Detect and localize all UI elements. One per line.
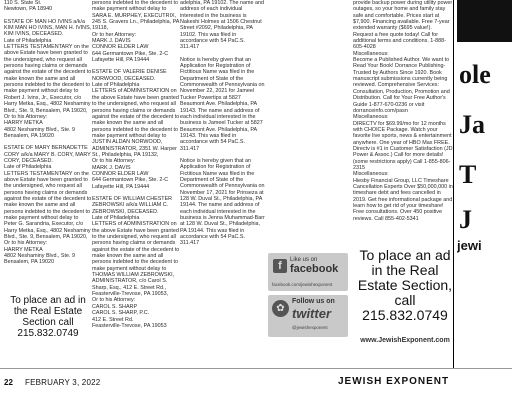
column-divider <box>453 0 454 368</box>
facebook-url[interactable]: facebook.com/jewishexponent <box>272 282 333 287</box>
twitter-follow-label: Follow us on <box>292 298 335 305</box>
adjacent-page-letters-4: J <box>459 205 472 234</box>
notice-c2-0: persons indebted to the decedent to make payment without delay to SARA E. MURPHEY, EXECUTRIX, 245 S. Gravers Ln., Philadelphia, PA 19118, Or to her Attorney: MARK J. DAVIS CONNOR ELDER LAW 644 Germantown Pike, Ste. 2-C Lafayette Hill, PA 19444 <box>92 0 180 64</box>
facebook-brand: facebook <box>290 263 339 275</box>
notice-c1-1: ESTATE OF MAN HO IVINS a/k/a KIM MAN HO IVINS, MAN H. IVINS, KIM IVINS, DECEASED. Late of Philadelphia LETTERS TESTAMENTARY on the above Estate have been granted to the undersigned, who request all persons having claims or demands against the estate of the decedent to make known the same and all persons indebted to the decedent to make payment without delay to Robert J. Ivins, Jr., Executor, c/o Harry Metka, Esq., 4802 Neshaminy Blvd., Ste. 9, Bensalem, PA 19020, Or to his Attorney: HARRY METKA 4802 Neshaminy Blvd., Ste. 9 Bensalem, PA 19020 <box>4 18 92 139</box>
notice-c3-0: adelphia, PA 19102. The name and address of each individual interested in the business is Nakeshi Holmes at 1506 Chestnut Street #2092, Philadelphia, PA 19102. This was filed in accordance with 54 PaC.S. 311.417 <box>180 0 265 51</box>
publication-name: JEWISH EXPONENT <box>338 376 450 387</box>
facebook-like-label: Like us on <box>290 257 318 263</box>
page-number: 22 <box>4 378 13 387</box>
notice-c3-1: Notice is hereby given that an Application for Registration of Fictitious Name was filed in the Department of State of the Commonwealth of Pennsylvania on November 22, 2021 for Jameel Tucker Powertips at 5827 Beaumont Ave. Philadelphia, PA 19143. The name and address of each individual interested in the business is Jameel Tucker at 5827 Beaumont Ave. Philadelphia, PA 19143. This was filed in accordance with 54 PaC.S. 311.417 <box>180 56 265 152</box>
legal-notices-column-2 <box>92 0 180 340</box>
twitter-promo[interactable] <box>268 295 348 337</box>
website-url[interactable]: www.JewishExponent.com <box>360 337 450 344</box>
twitter-brand: twitter <box>292 306 331 321</box>
facebook-icon: f <box>273 259 287 273</box>
classifieds-column-4 <box>353 0 453 250</box>
real-estate-ad-right <box>355 248 455 348</box>
adjacent-page-dark-banner <box>457 0 512 42</box>
legal-notices-column-1 <box>4 0 92 285</box>
notice-c3-2: Notice is hereby given that an Application for Registration of Fictitious Name was filed in the Department of State of the Commonwealth of Pennsylvania on November 17, 2021 for Prinseza at 128 W. Duval St., Philadelphia, PA 19144. The name and address of each individual interested in the business is Jenna Muhammad-Barr at 128 W. Duval St., Philadelphia, PA 19144. This was filed in accordance with 54 PaC.S. 311.417 <box>180 157 265 247</box>
adjacent-page-strip <box>457 0 512 368</box>
adjacent-page-letters-3: T <box>459 160 477 189</box>
notice-c1-0: 110 S. State St. Newtown, PA 18940 <box>4 0 53 13</box>
twitter-handle[interactable]: @jewishexponent <box>292 325 328 330</box>
adjacent-page-letters-2: Ja <box>459 110 485 139</box>
facebook-promo[interactable] <box>268 253 348 291</box>
notice-c4-0: provide backup power during utility power outages, so your home and family stay safe and comfortable. Prices start at $7,900. Financing available. Free 7-year extended warranty ($695 value!). Request a free quote today! Call for additional terms and conditions. 1-888-605-4028 Miscellaneous: Become a Published Author. We want to Read Your Book! Dorrance Publishing-Trusted by Authors Since 1920. Book manuscript submissions currently being reviewed. Comprehensive Services: Consultation, Production, Promotion and Distribution. Call for Your Free Author's Guide 1-877-670-0236 or visit dorranceinfo.com/pasn Miscellaneous: DIRECTV for $69.99/mo for 12 months with CHOICE Package. Watch your favorite live sports, news & entertainment anywhere. One year of HBO Max FREE. Directv is #1 in Customer Satisfaction (JD Power & Assoc.) Call for more details! (some restrictions apply) Call 1-855-806-2315 Miscellaneous: Hiesby Financial Group, LLC Timeshare Cancellation Experts Over $50,000,000 in timeshare debt and fees cancelled in 2019. Get free informational package and learn how to get rid of your timeshare! Free consultations. Over 450 positive reviews. Call 855-402-5341 <box>353 0 453 222</box>
real-estate-ad-left: To place an ad in the Real Estate Section call 215.832.0749 <box>10 295 86 339</box>
page-footer <box>0 368 512 419</box>
issue-date: FEBRUARY 3, 2022 <box>25 378 101 387</box>
adjacent-page-letters-1: ole <box>459 60 491 89</box>
adjacent-page-partial-text: jewi <box>457 238 482 253</box>
notice-c1-2: ESTATE OF MARY BERNADETTE CORY a/k/a MARY B. CORY, MARY CORY, DECEASED. Late of Philadelphia LETTERS TESTAMENTARY on the above Estate have been granted to the undersigned, who request all persons having claims or demands against the estate of the decedent to make known the same and all persons indebted to the decedent to make payment without delay to Peter G. Sarandria, Executor, c/o Harry Metka, Esq., 4802 Neshaminy Blvd., Ste. 9, Bensalem, PA 19020, Or to his Attorney: HARRY METKA 4802 Neshaminy Blvd., Ste. 9 Bensalem, PA 19020 <box>4 145 92 266</box>
twitter-bird-icon: ✿ <box>272 300 289 317</box>
legal-notices-column-3 <box>180 0 265 250</box>
notice-c2-2: ESTATE OF WILLIAM CHESTER ZEBROWSKI a/k/a WILLIAM C. ZEBROWSKI, DECEASED. Late of Philadelphia LETTERS of ADMINISTRATION on the above Estate have been granted to the undersigned, who request all persons having claims or demands against the estate of the decedent to make known the same and all persons indebted to the decedent to make payment without delay to THOMAS WILLIAM ZEBROWSKI, ADMINISTRATOR, c/o Carol S. Sharp, Esq., 412 E. Street Rd., Feasterville-Trevose, PA 19053, Or to his Attorney: CAROL S. SHARP CAROL S. SHARP, P.C. 412 E. Street Rd. Feasterville-Trevose, PA 19053 <box>92 195 180 329</box>
notice-c2-1: ESTATE OF VALERIE DENISE NORWOOD, DECEASED. Late of Philadelphia LETTERS of ADMINISTRATION on the above Estate have been granted to the undersigned, who request all persons having claims or demands against the estate of the decedent to make known the same and all persons indebted to the decedent to make payment without delay to JUSTIN ALDAN NORWOOD, ADMINISTRATOR, 2351 W. Harper St., Philadelphia, PA 19132, Or to his Attorney: MARK J. DAVIS CONNOR ELDER LAW 644 Germantown Pike, Ste. 2-C Lafayette Hill, PA 19444 <box>92 69 180 190</box>
real-estate-ad-right-text: To place an ad in the Real Estate Section, call 215.832.0749 <box>357 247 453 323</box>
